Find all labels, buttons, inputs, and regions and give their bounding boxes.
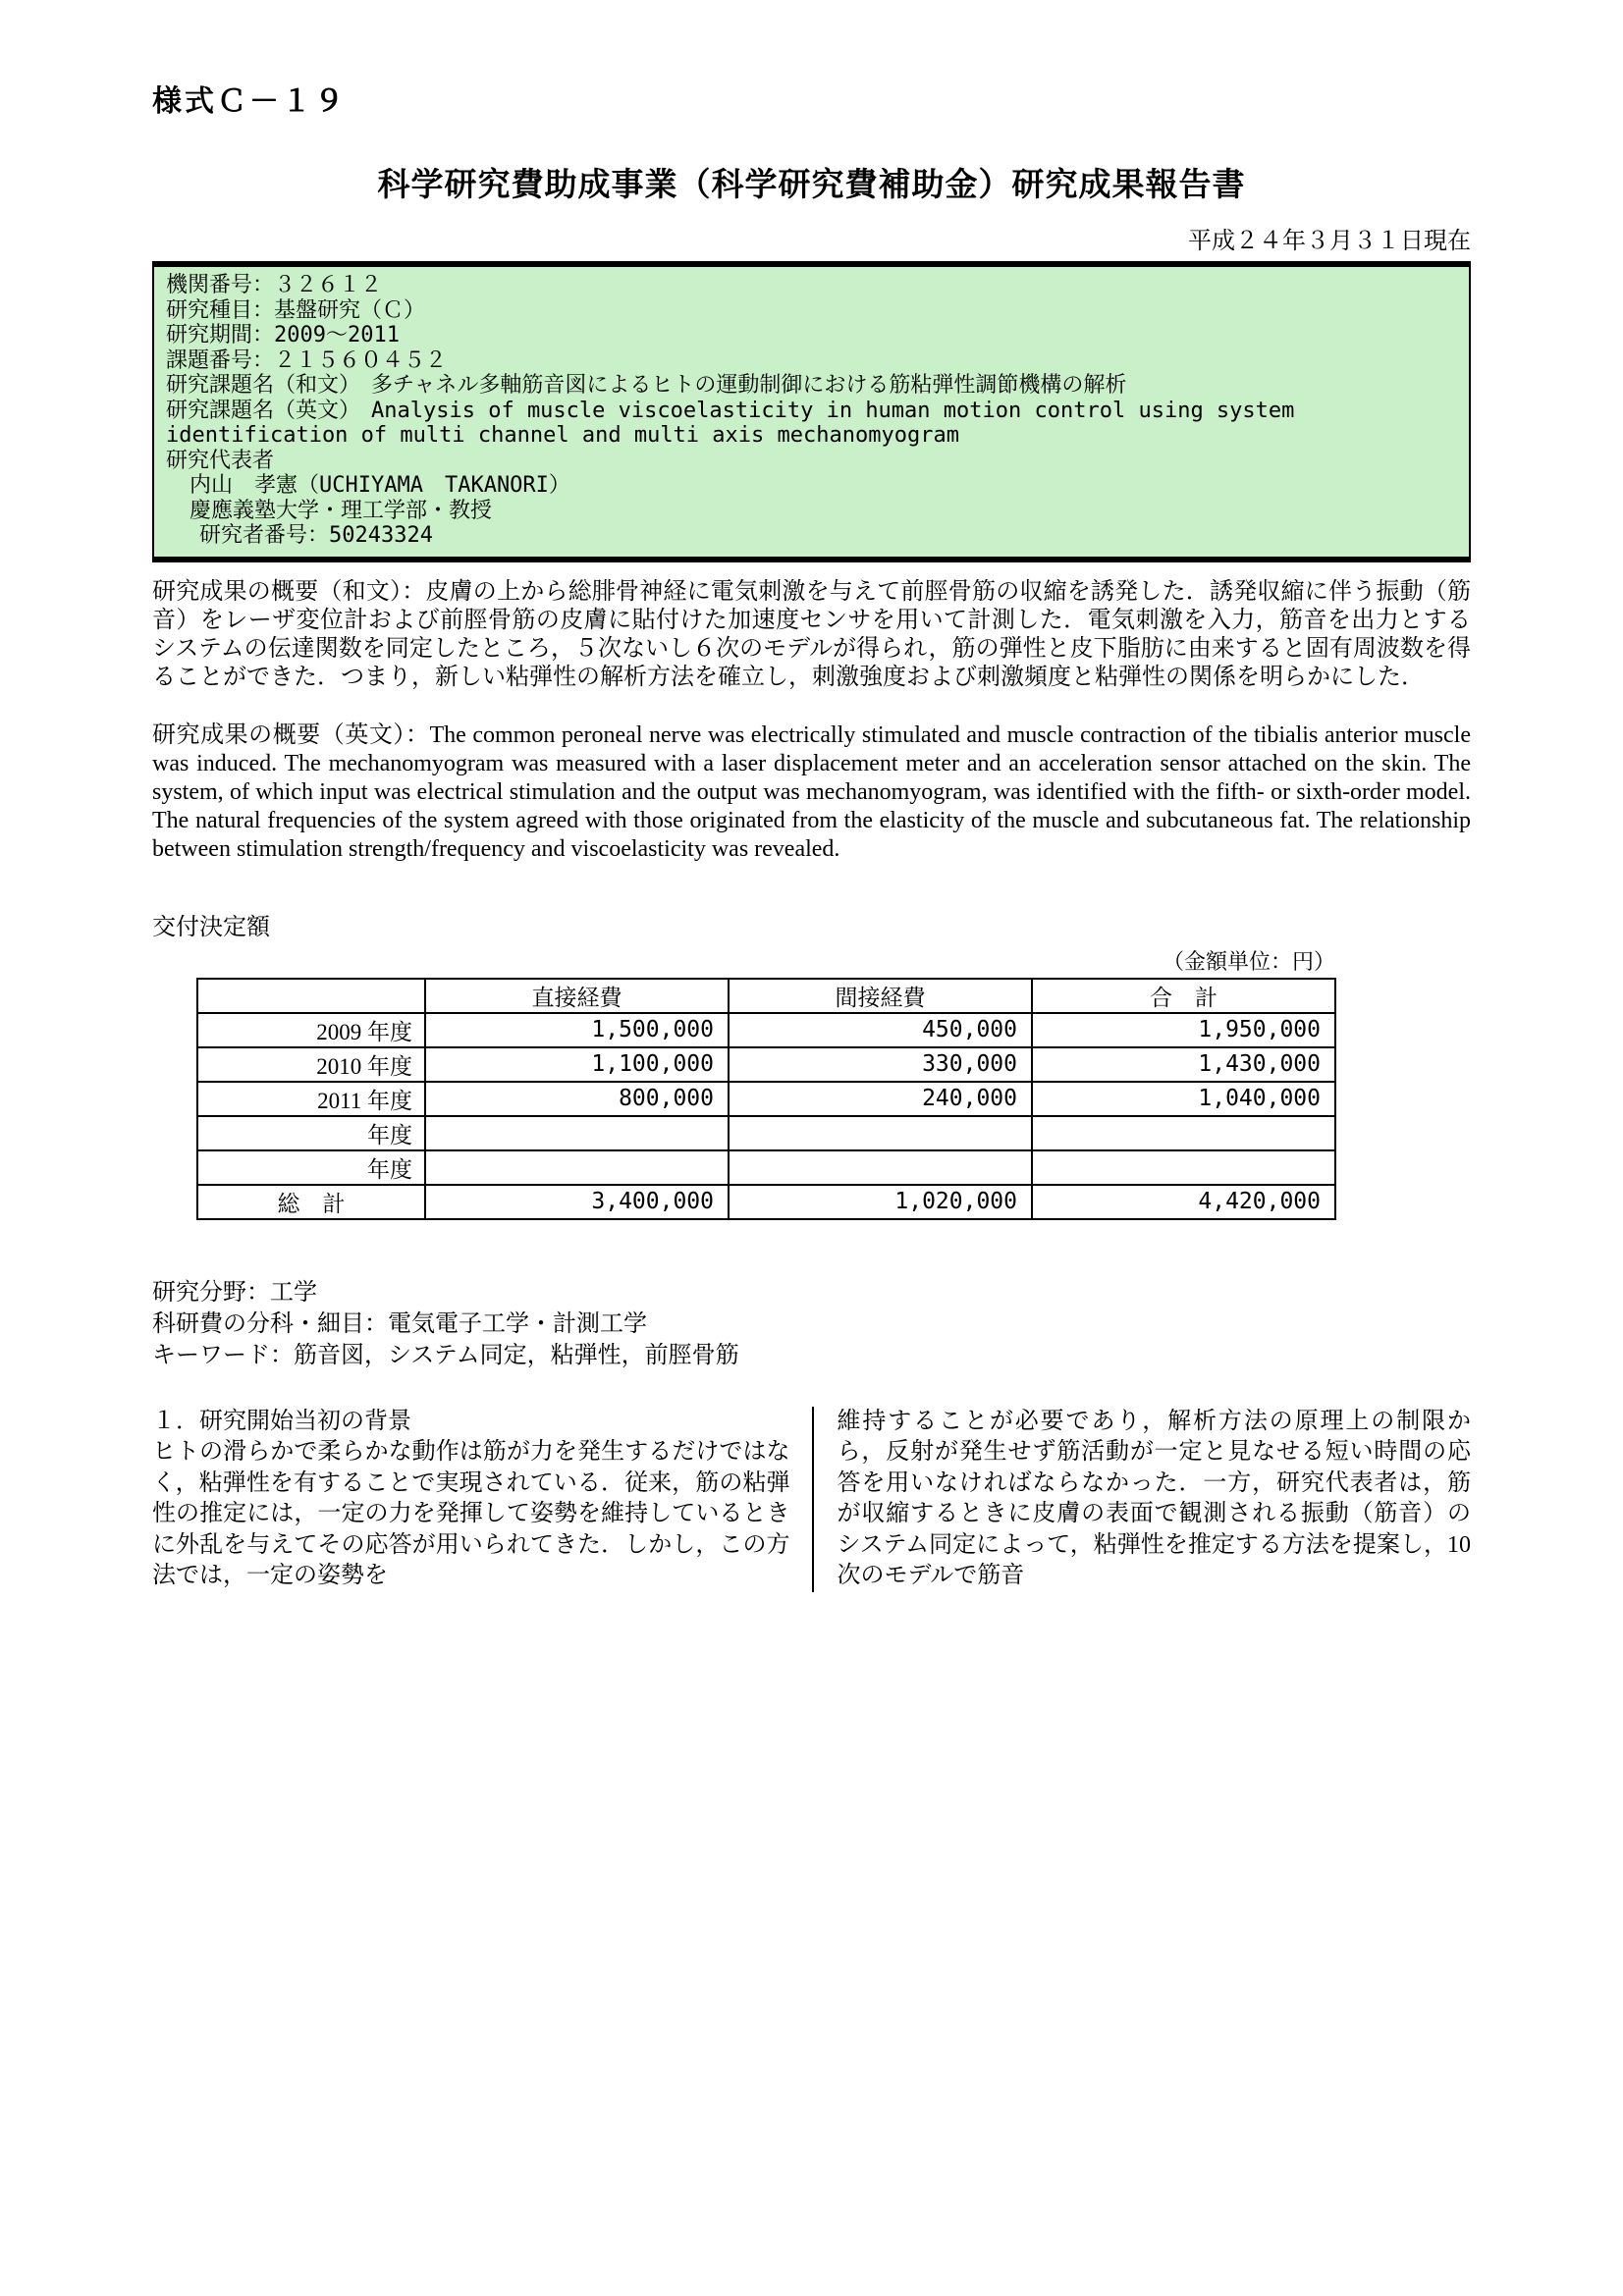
direct-cost-cell: 800,000 [425,1082,729,1116]
indirect-cost-cell: 330,000 [729,1047,1032,1082]
table-row-2009 [197,1013,1335,1047]
table-row-empty-2 [197,1150,1335,1185]
project-info-box [152,261,1471,562]
row-label: 年度 [197,1150,425,1185]
total-cell: 1,950,000 [1032,1013,1335,1047]
left-column [152,1407,812,1592]
research-field: 研究分野：工学 [152,1279,317,1306]
research-category: 研究種目：基盤研究（Ｃ） [166,297,426,323]
document-title: 科学研究費助成事業（科学研究費補助金）研究成果報告書 [377,166,1246,202]
header-direct-cost: 直接経費 [425,979,729,1013]
indirect-cost-cell: 1,020,000 [729,1185,1032,1219]
indirect-cost-cell: 240,000 [729,1082,1032,1116]
grant-table-header-row [197,979,1335,1013]
total-cell: 4,420,000 [1032,1185,1335,1219]
grant-table [196,978,1336,1220]
research-subcategory: 科研費の分科・細目：電気電子工学・計測工学 [152,1310,647,1337]
section-1-heading: １．研究開始当初の背景 [152,1408,411,1434]
row-label: 2010 年度 [197,1047,425,1082]
right-column [812,1407,1472,1592]
project-title-japanese: 研究課題名（和文） 多チャネル多軸筋音図によるヒトの運動制御における筋粘弾性調節機構の解析 [166,373,1127,398]
row-label: 2009 年度 [197,1013,425,1047]
abstract-english: 研究成果の概要（英文）：The common peroneal nerve was electrically stimulated and muscle contraction of the tibialis anterior muscle was induced. The mechanomyogram was measured with a laser displacement meter and an acceleration sensor attached on the skin. The system, of which input was electrical stimulation and the output was mechanomyogram, was identified with the fifth- or sixth-order model. The natural frequencies of the system agreed with those originated from the elasticity of the muscle and subcutaneous fat. The relationship between stimulation strength/frequency and viscoelasticity was revealed. [152,721,1471,862]
meta-section [152,1277,1471,1371]
indirect-cost-cell [729,1150,1032,1185]
indirect-cost-cell: 450,000 [729,1013,1032,1047]
grant-unit-label: （金額単位：円） [1162,948,1335,974]
body-columns [152,1407,1471,1592]
form-number: 様式Ｃ－１９ [152,85,347,118]
keywords: キーワード：筋音図，システム同定，粘弾性，前脛骨筋 [152,1342,739,1368]
header-total: 合 計 [1032,979,1335,1013]
grant-section-title: 交付決定額 [152,914,270,940]
direct-cost-cell: 1,100,000 [425,1047,729,1082]
header-indirect-cost: 間接経費 [729,979,1032,1013]
section-1-text-left: ヒトの滑らかで柔らかな動作は筋が力を発生するだけではなく，粘弾性を有することで実現されている．従来，筋の粘弾性の推定には，一定の力を発揮して姿勢を維持しているときに外乱を与えてその応答が用いられてきた．しかし，この方法では，一定の姿勢を [152,1439,790,1588]
total-cell [1032,1150,1335,1185]
total-cell: 1,040,000 [1032,1082,1335,1116]
row-label: 2011 年度 [197,1082,425,1116]
abstract-japanese: 研究成果の概要（和文）：皮膚の上から総腓骨神経に電気刺激を与えて前脛骨筋の収縮を誘発した．誘発収縮に伴う振動（筋音）をレーザ変位計および前脛骨筋の皮膚に貼付けた加速度センサを用いて計測した．電気刺激を入力，筋音を出力とするシステムの伝達関数を同定したところ，５次ないし６次のモデルが得られ，筋の弾性と皮下脂肪に由来すると固有周波数を得ることができた．つまり，新しい粘弾性の解析方法を確立し，刺激強度および刺激頻度と粘弾性の関係を明らかにした． [152,578,1471,690]
row-label: 年度 [197,1116,425,1150]
total-cell: 1,430,000 [1032,1047,1335,1082]
project-number: 課題番号：２１５６０４５２ [166,347,448,373]
table-row-2010 [197,1047,1335,1082]
total-cell [1032,1116,1335,1150]
row-label: 総 計 [197,1185,425,1219]
table-row-grand-total [197,1185,1335,1219]
principal-investigator-label: 研究代表者 [166,448,275,473]
direct-cost-cell [425,1150,729,1185]
grant-table-area [152,945,1335,1220]
researcher-number: 研究者番号：50243324 [199,523,433,548]
principal-investigator-name: 内山 孝憲（UCHIYAMA TAKANORI） [189,473,570,498]
table-row-2011 [197,1082,1335,1116]
direct-cost-cell [425,1116,729,1150]
table-row-empty-1 [197,1116,1335,1150]
research-period: 研究期間：2009～2011 [166,323,400,347]
indirect-cost-cell [729,1116,1032,1150]
direct-cost-cell: 1,500,000 [425,1013,729,1047]
project-title-english: 研究課題名（英文） Analysis of muscle viscoelasticity in human motion control using system identification of multi channel and multi axis mechanomyogram [166,398,1295,448]
institution-number: 機関番号：３２６１２ [166,273,383,297]
header-empty-cell [197,979,425,1013]
direct-cost-cell: 3,400,000 [425,1185,729,1219]
principal-investigator-affiliation: 慶應義塾大学・理工学部・教授 [189,498,493,523]
section-1-text-right: 維持することが必要であり，解析方法の原理上の制限から，反射が発生せず筋活動が一定と見なせる短い時間の応答を用いなければならなかった．一方，研究代表者は，筋が収縮するときに皮膚の表面で観測される振動（筋音）のシステム同定によって，粘弾性を推定する方法を提案し，10 次のモデルで筋音 [837,1408,1471,1588]
report-date: 平成２４年３月３１日現在 [1188,229,1471,254]
